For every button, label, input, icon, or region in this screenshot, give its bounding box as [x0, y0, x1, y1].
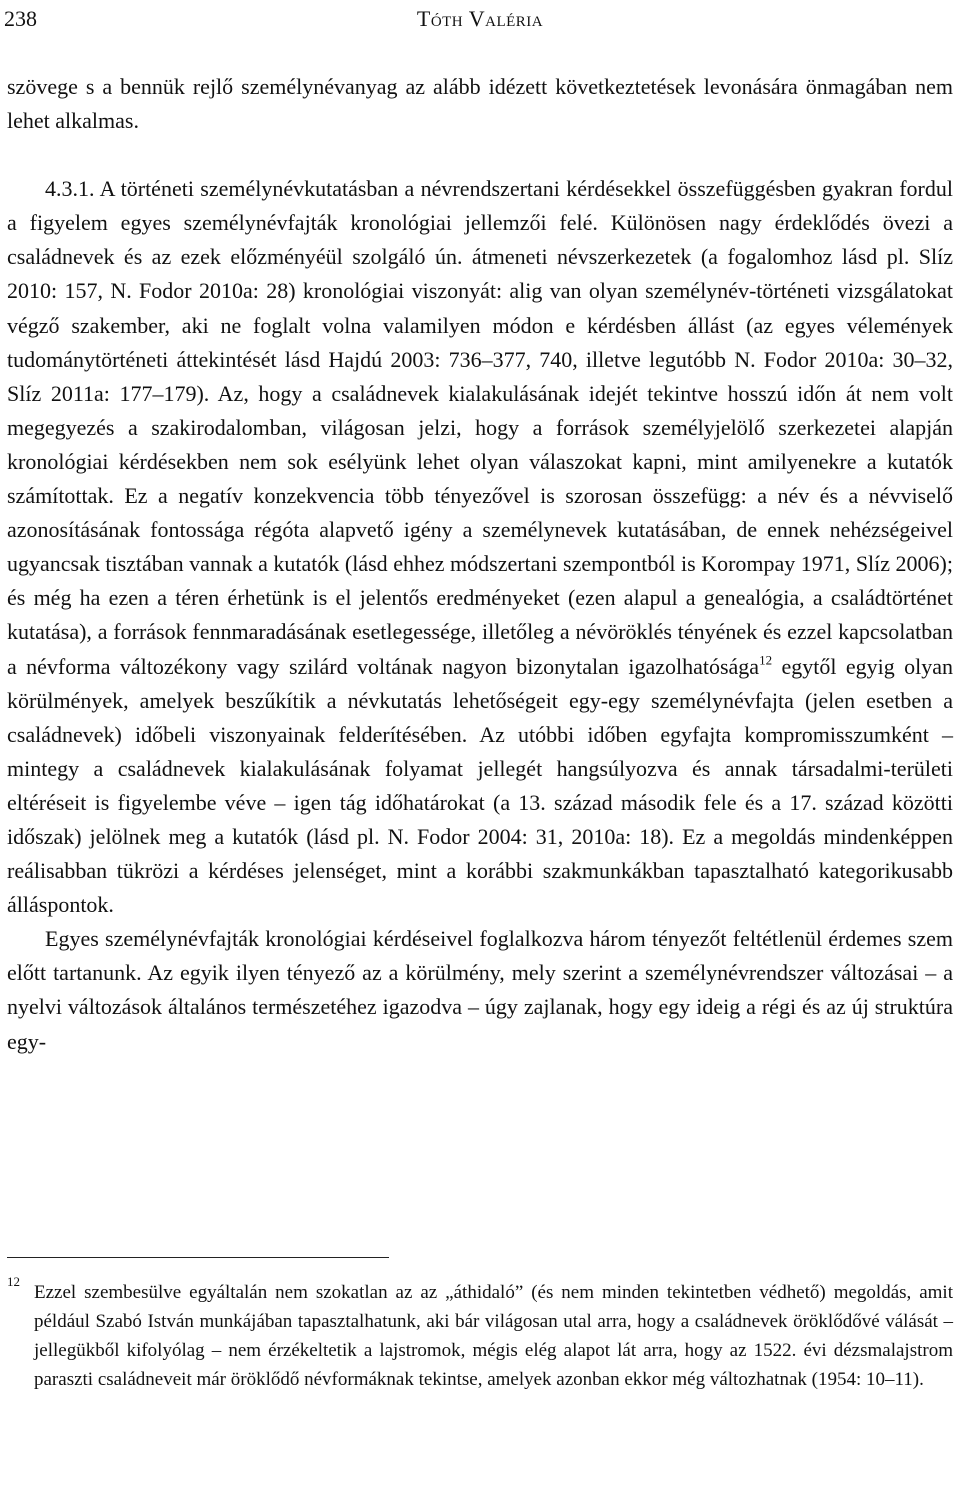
paragraph-text: Egyes személynévfajták kronológiai kérdéseivel foglalkozva három tényezőt feltétlenül érdemes szem előtt tartanunk. Az egyik ilyen tényező az a körülmény, mely szerint a személynévrendszer változásai – a nyelvi változások általános természetéhez igazodva – úgy zajlanak, hogy egy ideig a régi és az új struktúra egy-: [7, 926, 953, 1054]
footnote-number: 12: [7, 1274, 20, 1289]
footnote: [7, 1274, 953, 1394]
paragraph-text: szövege s a bennük rejlő személynévanyag az alább idézett következtetések levonására önmagában nem lehet alkalmas.: [7, 74, 953, 134]
paragraph: [7, 70, 953, 138]
paragraph: [7, 172, 953, 922]
running-head: [4, 4, 956, 34]
footnote-reference[interactable]: 12: [759, 651, 773, 667]
paragraph-text: egytől egyig olyan körülmények, amelyek beszűkítik a névkutatás lehetőségeit egy-egy személynévfajta (jelen esetben a családnevek) időbeli viszonyainak felderítésében. Az utóbbi időben egyfajta kompromisszumként – mintegy a családnevek kialakulásának folyamat jellegét hangsúlyozva és annak társadalmi-területi eltéréseit is figyelembe véve – igen tág időhatárokat (a 13. század második fele és a 17. század közötti időszak) jelölnek meg a kutatók (lásd pl. N. Fodor 2004: 31, 2010a: 18). Ez a megoldás mindenképpen reálisabban tükrözi a kérdéses jelenséget, mint a korábbi szakmunkákban tapasztalható kategorikusabb álláspontok.: [7, 653, 954, 918]
running-title: Tóth Valéria: [416, 6, 544, 31]
paragraph: [7, 922, 953, 1058]
footnote-text: Ezzel szembesülve egyáltalán nem szokatlan az az „áthidaló” (és nem minden tekintetben védhető) megoldás, amit például Szabó István munkájában tapasztalhatunk, aki bár világosan utal arra, hogy a családnevek öröklődővé válását – jellegükből kifolyólag – nem érzékeltetik a lajstromok, mégis elég alapot lát arra, hogy az 1522. évi dézsmalajstrom paraszti családneveit már öröklődő névformáknak tekintse, amelyek azonban ekkor még változhatnak (1954: 10–11).: [34, 1282, 953, 1390]
footnote-divider: [7, 1257, 389, 1258]
paragraph-text: 4.3.1. A történeti személynévkutatásban a névrendszertani kérdésekkel összefüggésben gyakran fordul a figyelem egyes személynévfajták kronológiai jellemzői felé. Különösen nagy érdeklődés övezi a családnevek és az ezek előzményéül szolgáló ún. átmeneti névszerkezetek (a fogalomhoz lásd pl. Slíz 2010: 157, N. Fodor 2010a: 28) kronológiai viszonyát: alig van olyan személynév-történeti vizsgálatokat végző szakember, aki ne foglalt volna valamilyen módon e kérdésben állást (az egyes vélemények tudománytörténeti áttekintését lásd Hajdú 2003: 736–377, 740, illetve legutóbb N. Fodor 2010a: 30–32, Slíz 2011a: 177–179). Az, hogy a családnevek kialakulásának idejét tekintve hosszú időn át nem volt megegyezés a szakirodalomban, világosan jelzi, hogy a források személyjelölő szerkezetei alapján kronológiai kérdésekben nem sok esélyünk lehet olyan válaszokat kapni, mint amilyenekre a kutatók számítottak. Ez a negatív konzekvencia több tényezővel is szorosan összefügg: a név és a névviselő azonosításának fontossága régóta alapvető igény a személynevek kutatásában, de ennek nehézségeivel ugyancsak tisztában vannak a kutatók (lásd ehhez módszertani szempontból is Korompay 1971, Slíz 2006); és még ha ezen a téren érhetünk is el jelentős eredményeket (ezen alapul a genealógia, a családtörténet kutatása), a források fennmaradásának esetlegessége, illetőleg a névöröklés tényének és ezzel kapcsolatban a névforma változékony vagy szilárd voltának nagyon bizonytalan igazolhatósága: [7, 176, 953, 679]
body-text: [7, 70, 953, 1059]
page-number: 238: [4, 6, 37, 31]
